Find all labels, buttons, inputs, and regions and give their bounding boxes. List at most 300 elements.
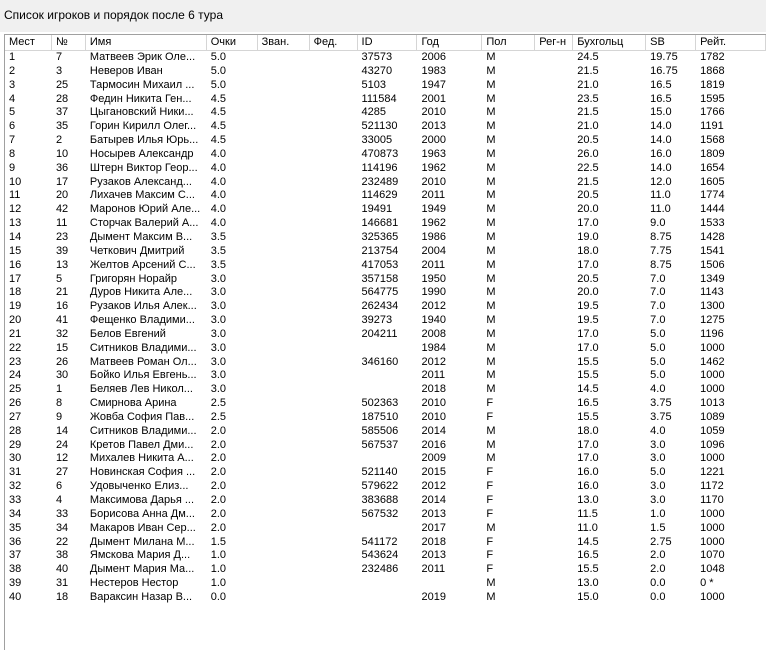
table-cell: 2014 [421, 424, 446, 437]
table-cell: 36 [9, 535, 22, 548]
table-cell: 564775 [361, 286, 399, 299]
table-cell [258, 106, 310, 120]
table-cell: F [486, 563, 494, 576]
table-cell [258, 356, 310, 370]
table-cell: 3.0 [650, 494, 666, 506]
column-header[interactable]: Год [417, 35, 482, 51]
table-cell [535, 563, 573, 577]
table-cell [310, 439, 358, 453]
table-row[interactable] [5, 273, 766, 287]
table-cell: 39 [55, 244, 69, 257]
table-cell: 40 [55, 563, 69, 576]
table-cell: 3.0 [210, 383, 227, 396]
table-cell: 23 [9, 355, 22, 368]
table-cell: 37573 [361, 51, 393, 63]
table-cell: 2.0 [210, 480, 227, 493]
table-cell: 30 [9, 452, 22, 465]
table-cell: 8.75 [650, 258, 672, 271]
column-header[interactable]: Имя [86, 35, 207, 51]
column-header[interactable]: Фед. [310, 35, 358, 51]
table-row[interactable] [5, 328, 766, 342]
table-cell [258, 176, 310, 190]
table-cell: Дымент Милана М... [89, 535, 195, 548]
table-cell: 2010 [421, 410, 446, 423]
table-cell: 2010 [421, 175, 446, 188]
table-cell: 19.5 [577, 314, 599, 327]
table-cell: 26 [55, 355, 69, 368]
table-cell: 213754 [361, 244, 399, 257]
table-row[interactable] [5, 466, 766, 480]
table-cell: 12 [9, 203, 22, 216]
table-cell: F [486, 480, 494, 493]
table-cell: Нестеров Нестор [89, 577, 179, 590]
table-cell: 1013 [700, 397, 725, 410]
table-cell [358, 591, 418, 605]
table-row[interactable] [5, 79, 766, 93]
table-cell: F [486, 549, 494, 562]
table-cell: 4.0 [210, 189, 227, 202]
table-cell: 3.0 [210, 272, 227, 285]
table-cell: 14.0 [650, 134, 672, 147]
table-row[interactable] [5, 369, 766, 383]
table-cell: 2.75 [650, 535, 672, 548]
table-cell: 0.0 [650, 590, 666, 603]
table-cell: M [486, 120, 496, 133]
table-cell: M [486, 134, 496, 147]
table-row[interactable] [5, 480, 766, 494]
table-cell: 3.0 [650, 438, 666, 451]
table-cell: 1950 [421, 272, 446, 285]
players-table[interactable] [4, 34, 766, 650]
table-cell [258, 134, 310, 148]
table-cell: 1000 [700, 341, 725, 354]
table-cell: M [486, 78, 496, 91]
table-cell: 20.0 [577, 286, 599, 299]
table-row[interactable] [5, 300, 766, 314]
table-cell [258, 577, 310, 591]
table-cell: Маронов Юрий Але... [89, 203, 201, 216]
table-cell [310, 591, 358, 605]
table-cell: 567532 [361, 507, 399, 520]
table-cell: Сторчак Валерий А... [89, 217, 199, 230]
table-cell [258, 259, 310, 273]
table-cell [535, 522, 573, 536]
table-cell: 383688 [361, 494, 399, 506]
table-cell: 3.0 [210, 300, 227, 313]
table-cell: 7.0 [650, 272, 666, 285]
table-cell: 1568 [700, 134, 725, 147]
column-header[interactable]: Рейт. [696, 35, 766, 51]
table-cell: 15.5 [577, 355, 599, 368]
table-cell: 3.0 [210, 314, 227, 327]
table-cell: 4.0 [210, 147, 227, 160]
table-row[interactable] [5, 439, 766, 453]
table-cell: 5103 [361, 78, 387, 91]
table-cell [535, 286, 573, 300]
table-cell: 2.5 [210, 397, 227, 410]
table-row[interactable] [5, 217, 766, 231]
table-cell: Лихачев Максим С... [89, 189, 195, 202]
table-cell: 21 [9, 327, 22, 340]
table-cell: 2006 [421, 51, 446, 63]
column-header[interactable]: Пол [482, 35, 535, 51]
table-row[interactable] [5, 563, 766, 577]
table-cell [310, 162, 358, 176]
table-cell: Жовба София Пав... [89, 410, 195, 423]
column-header[interactable]: № [52, 35, 86, 51]
table-cell: Беляев Лев Никол... [89, 383, 193, 396]
table-cell: 26 [9, 397, 22, 410]
column-header[interactable]: Рег-н [535, 35, 573, 51]
table-row[interactable] [5, 134, 766, 148]
table-cell: 16.0 [650, 147, 672, 160]
table-cell: 1.5 [650, 521, 666, 534]
table-row[interactable] [5, 577, 766, 591]
table-row[interactable] [5, 342, 766, 356]
table-cell [310, 342, 358, 356]
table-row[interactable] [5, 245, 766, 259]
table-cell [535, 508, 573, 522]
table-cell: 7 [9, 134, 16, 147]
table-cell: 2 [55, 134, 63, 147]
column-header[interactable]: SB [646, 35, 696, 51]
column-header[interactable]: Мест [5, 35, 52, 51]
table-cell: 2014 [421, 494, 446, 506]
table-cell: 40 [9, 590, 22, 603]
table-cell: 2008 [421, 327, 446, 340]
table-cell: 3.0 [210, 369, 227, 382]
table-cell [535, 369, 573, 383]
table-cell: Дымент Мария Ма... [89, 563, 195, 576]
table-cell: 1196 [700, 327, 724, 340]
table-cell: 33005 [361, 134, 393, 147]
table-cell [535, 273, 573, 287]
table-row[interactable] [5, 120, 766, 134]
table-cell: 15.5 [577, 410, 599, 423]
table-row[interactable] [5, 93, 766, 107]
table-cell: 5.0 [650, 466, 666, 479]
table-row[interactable] [5, 411, 766, 425]
table-cell: 5.0 [650, 369, 666, 382]
table-cell [310, 273, 358, 287]
table-cell: 2013 [421, 549, 446, 562]
table-cell [310, 411, 358, 425]
table-cell: 4.5 [210, 120, 227, 133]
table-cell [258, 286, 310, 300]
table-row[interactable] [5, 162, 766, 176]
table-cell: 14.0 [650, 161, 672, 174]
table-cell: 1541 [700, 244, 725, 257]
table-cell: 2010 [421, 106, 446, 119]
table-row[interactable] [5, 176, 766, 190]
table-cell [535, 148, 573, 162]
table-cell: 11.0 [650, 189, 671, 202]
table-cell: 2011 [421, 189, 446, 202]
table-cell: 13 [55, 258, 69, 271]
table-row[interactable] [5, 189, 766, 203]
table-cell: 1.0 [650, 507, 666, 520]
table-cell: 32 [9, 480, 22, 493]
table-row[interactable] [5, 383, 766, 397]
table-cell: 1506 [700, 258, 725, 271]
table-cell: 22.5 [577, 161, 599, 174]
table-cell [310, 383, 358, 397]
table-cell [258, 508, 310, 522]
table-cell: M [486, 147, 496, 160]
table-cell [535, 452, 573, 466]
table-cell: 15.5 [577, 563, 599, 576]
table-cell [258, 411, 310, 425]
table-cell: M [486, 438, 496, 451]
table-cell: 2.0 [210, 494, 227, 506]
table-cell: Фещенко Владими... [89, 314, 195, 327]
table-cell: Тармосин Михаил ... [89, 78, 195, 91]
table-cell [535, 203, 573, 217]
table-cell [258, 383, 310, 397]
table-cell: Борисова Анна Дм... [89, 507, 195, 520]
table-cell: 1.0 [210, 577, 227, 590]
table-cell: Штерн Виктор Геор... [89, 161, 198, 174]
table-cell: 5.0 [650, 327, 666, 340]
table-body [5, 51, 766, 605]
table-cell: 2018 [421, 535, 446, 548]
table-cell: M [486, 355, 496, 368]
table-cell: 15 [55, 341, 69, 354]
table-cell: 2001 [421, 92, 446, 105]
table-cell: M [486, 300, 496, 313]
table-row[interactable] [5, 425, 766, 439]
table-row[interactable] [5, 106, 766, 120]
table-cell: 1782 [700, 51, 725, 63]
table-cell [258, 148, 310, 162]
table-cell: 3.0 [650, 480, 666, 493]
table-row[interactable] [5, 314, 766, 328]
table-cell [258, 93, 310, 107]
table-cell: 4 [55, 494, 63, 506]
table-cell: 5.0 [210, 78, 227, 91]
table-cell: 1.0 [210, 563, 227, 576]
table-cell: 1605 [700, 175, 725, 188]
table-cell [535, 536, 573, 550]
table-cell: 10 [9, 175, 22, 188]
column-header[interactable]: Бухгольц [573, 35, 646, 51]
table-row[interactable] [5, 508, 766, 522]
table-cell: 31 [9, 466, 22, 479]
table-cell: Носырев Александр [89, 147, 194, 160]
table-cell: 18 [55, 590, 69, 603]
table-cell: 22 [55, 535, 69, 548]
table-cell [535, 328, 573, 342]
table-row[interactable] [5, 536, 766, 550]
table-row[interactable] [5, 494, 766, 508]
table-cell: 16.0 [577, 466, 599, 479]
table-cell: 18.0 [577, 424, 599, 437]
table-cell: 2.0 [210, 438, 227, 451]
table-cell [535, 217, 573, 231]
table-cell [258, 536, 310, 550]
table-cell: 37 [9, 549, 22, 562]
table-cell [310, 79, 358, 93]
table-cell: 4.5 [210, 92, 227, 105]
table-cell [310, 356, 358, 370]
table-row[interactable] [5, 51, 766, 65]
table-cell: 16.5 [650, 92, 672, 105]
table-cell: 4.0 [210, 203, 227, 216]
table-cell: 1172 [700, 480, 724, 493]
table-cell: 1000 [700, 452, 725, 465]
table-cell [535, 549, 573, 563]
table-cell: 567537 [361, 438, 399, 451]
table-cell: 2016 [421, 438, 446, 451]
table-cell: 7.0 [650, 314, 666, 327]
table-cell: 16.5 [650, 78, 672, 91]
table-cell: 1.0 [210, 549, 227, 562]
table-cell [258, 300, 310, 314]
table-cell: Новинская София ... [89, 466, 196, 479]
table-cell [310, 452, 358, 466]
table-cell: Кретов Павел Дми... [89, 438, 194, 451]
table-cell: 8 [9, 147, 16, 160]
table-cell [535, 480, 573, 494]
table-cell: 1000 [700, 383, 725, 396]
table-cell [535, 397, 573, 411]
table-cell: 2.0 [210, 466, 227, 479]
table-cell: 3.75 [650, 410, 672, 423]
table-cell: 3.5 [210, 230, 227, 243]
table-cell: Удовыченко Елиз... [89, 480, 189, 493]
column-header[interactable]: ID [358, 35, 418, 51]
table-cell: 2 [9, 64, 16, 77]
table-cell: M [486, 521, 496, 534]
table-cell: 23 [55, 230, 69, 243]
table-cell: 11 [55, 217, 68, 230]
table-cell: 4.5 [210, 106, 227, 119]
table-cell: Рузаков Александ... [89, 175, 192, 188]
table-row[interactable] [5, 356, 766, 370]
table-cell [310, 176, 358, 190]
table-cell: 1089 [700, 410, 725, 423]
table-cell: 2.0 [210, 424, 227, 437]
table-cell: 43270 [361, 64, 393, 77]
table-row[interactable] [5, 591, 766, 605]
table-row[interactable] [5, 397, 766, 411]
table-cell: 1963 [421, 147, 446, 160]
table-cell: 8 [55, 397, 63, 410]
table-cell [258, 65, 310, 79]
table-cell: 146681 [361, 217, 399, 230]
table-cell: 17.0 [577, 258, 599, 271]
table-cell [535, 300, 573, 314]
table-cell: F [486, 466, 494, 479]
table-row[interactable] [5, 522, 766, 536]
table-cell: 17.0 [577, 217, 599, 230]
table-cell: 3.5 [210, 244, 227, 257]
table-cell: 21.0 [577, 78, 599, 91]
table-cell [258, 189, 310, 203]
table-cell [358, 342, 418, 356]
column-header[interactable]: Зван. [258, 35, 310, 51]
table-row[interactable] [5, 203, 766, 217]
table-cell: 38 [55, 549, 69, 562]
table-cell: M [486, 175, 496, 188]
table-cell: 2009 [421, 452, 446, 465]
table-cell [310, 231, 358, 245]
table-row[interactable] [5, 259, 766, 273]
table-cell [258, 162, 310, 176]
table-cell: 7.0 [650, 300, 666, 313]
table-cell: 11.0 [650, 203, 671, 216]
table-cell: 15.5 [577, 369, 599, 382]
table-cell: 470873 [361, 147, 399, 160]
table-cell: 25 [9, 383, 22, 396]
table-cell: Михалев Никита А... [89, 452, 194, 465]
table-cell [358, 452, 418, 466]
table-cell [535, 231, 573, 245]
table-cell: 2012 [421, 355, 446, 368]
table-cell: 35 [9, 521, 22, 534]
table-cell: Федин Никита Ген... [89, 92, 192, 105]
table-cell [258, 563, 310, 577]
table-row[interactable] [5, 65, 766, 79]
table-cell: 19.75 [650, 51, 678, 63]
table-cell [358, 522, 418, 536]
table-row[interactable] [5, 231, 766, 245]
table-cell: 20.5 [577, 189, 599, 202]
table-cell [310, 134, 358, 148]
table-cell [535, 383, 573, 397]
table-cell: 18 [9, 286, 22, 299]
table-cell: 111584 [361, 92, 397, 105]
table-cell: M [486, 327, 496, 340]
table-cell [535, 176, 573, 190]
table-cell: 1000 [700, 507, 725, 520]
table-cell: 3.0 [210, 355, 227, 368]
table-cell: 32 [55, 327, 69, 340]
table-cell: 262434 [361, 300, 399, 313]
table-cell: M [486, 452, 496, 465]
table-cell: 33 [9, 494, 22, 506]
table-cell: 16 [55, 300, 69, 313]
table-cell: 16.5 [577, 549, 599, 562]
table-cell [258, 120, 310, 134]
table-cell: 2017 [421, 521, 446, 534]
table-cell: 1 [9, 51, 16, 63]
table-cell: 17.0 [577, 438, 599, 451]
table-cell: 26.0 [577, 147, 599, 160]
table-cell [310, 397, 358, 411]
table-cell: 5.0 [210, 51, 227, 63]
table-cell: 346160 [361, 355, 399, 368]
table-cell: 2013 [421, 120, 446, 133]
table-cell: 579622 [361, 480, 399, 493]
table-cell: Ямскова Мария Д... [89, 549, 191, 562]
table-cell: 1947 [421, 78, 446, 91]
table-cell: Григорян Норайр [89, 272, 178, 285]
table-cell [310, 148, 358, 162]
table-cell: Вараксин Назар В... [89, 590, 193, 603]
table-cell: 3 [55, 64, 63, 77]
table-cell: Ситников Владими... [89, 424, 197, 437]
table-cell: F [486, 507, 494, 520]
column-header[interactable]: Очки [207, 35, 258, 51]
table-row[interactable] [5, 549, 766, 563]
table-row[interactable] [5, 148, 766, 162]
table-cell [535, 356, 573, 370]
table-cell: M [486, 51, 496, 63]
table-row[interactable] [5, 286, 766, 300]
table-row[interactable] [5, 452, 766, 466]
table-cell: Дымент Максим В... [89, 230, 193, 243]
